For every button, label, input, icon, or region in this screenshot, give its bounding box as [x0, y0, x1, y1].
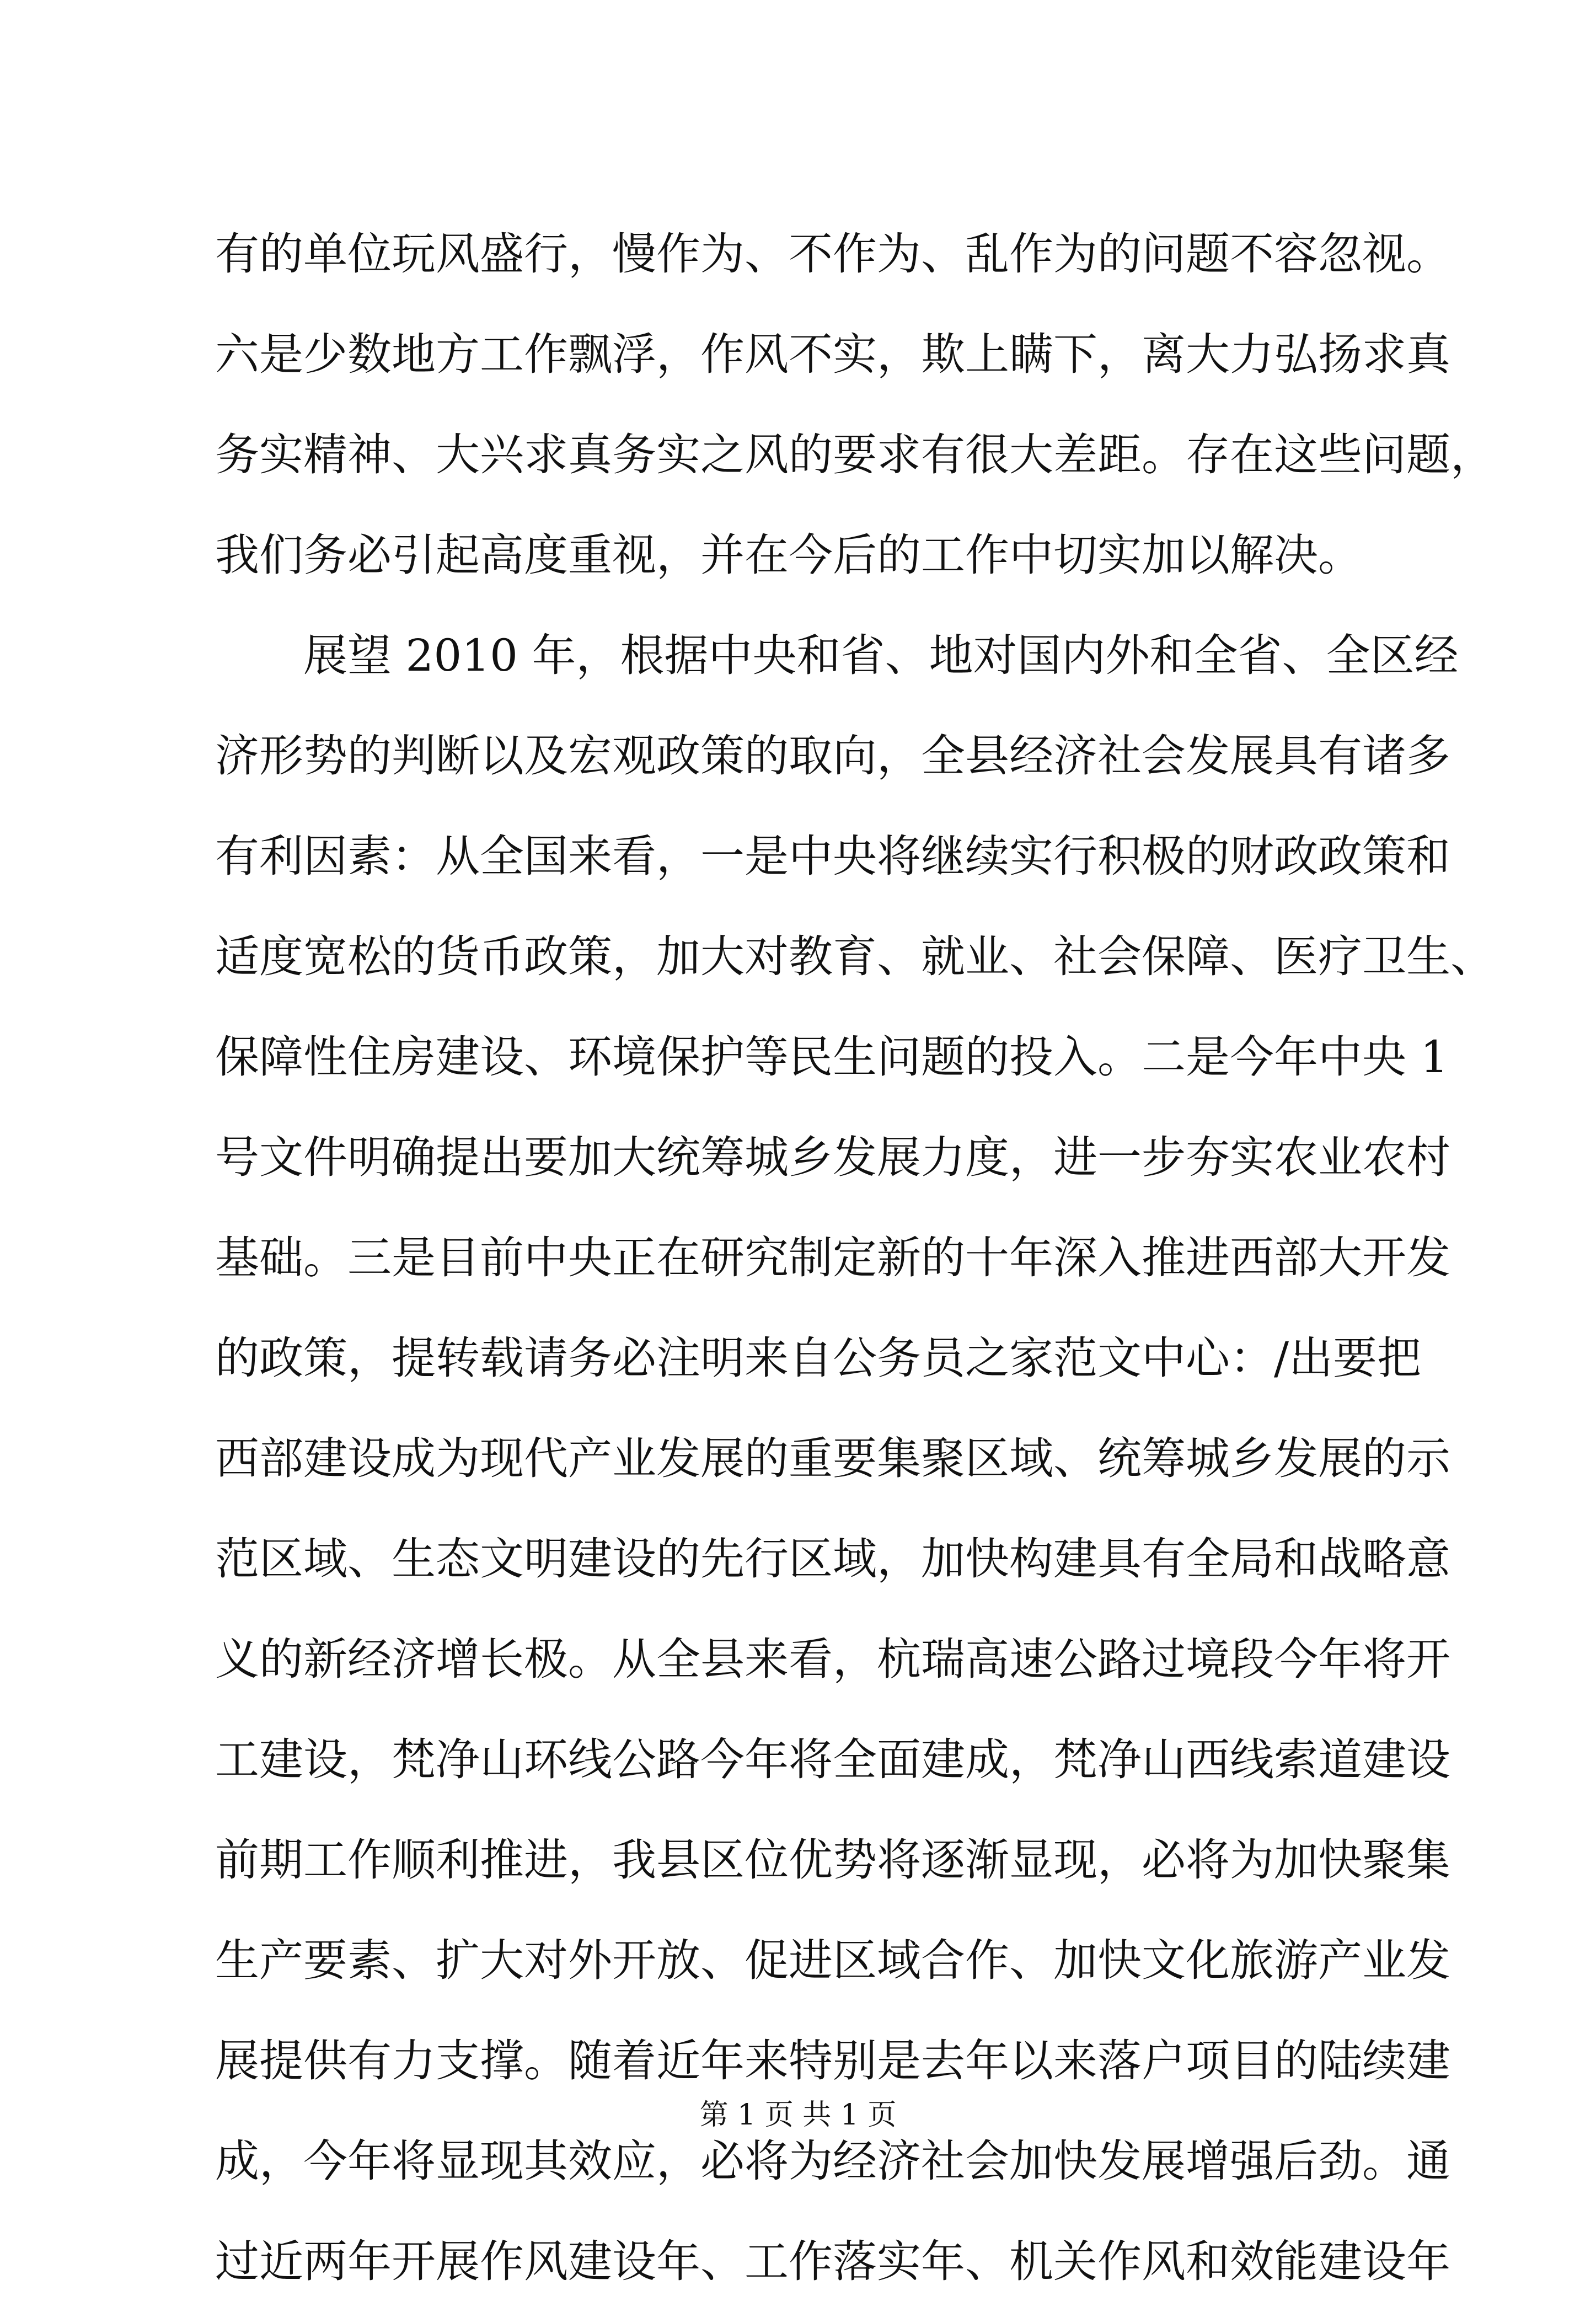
text-line: 号文件明确提出要加大统筹城乡发展力度，进一步夯实农业农村 [215, 1132, 1450, 1183]
document-body [215, 204, 1495, 2312]
text-line: 生产要素、扩大对外开放、促进区域合作、加快文化旅游产业发 [215, 1935, 1450, 1986]
text-line: 西部建设成为现代产业发展的重要集聚区域、统筹城乡发展的示 [215, 1433, 1450, 1484]
text-line: 六是少数地方工作飘浮，作风不实，欺上瞒下，离大力弘扬求真 [215, 329, 1450, 380]
text-line: 济形势的判断以及宏观政策的取向，全县经济社会发展具有诸多 [215, 730, 1450, 782]
text-line: 务实精神、大兴求真务实之风的要求有很大差距。存在这些问题， [215, 429, 1495, 480]
text-line: 义的新经济增长极。从全县来看，杭瑞高速公路过境段今年将开 [215, 1634, 1450, 1685]
text-line: 工建设，梵净山环线公路今年将全面建成，梵净山西线索道建设 [215, 1734, 1450, 1785]
text-line: 成，今年将显现其效应，必将为经济社会加快发展增强后劲。通 [215, 2136, 1450, 2187]
page-number-footer: 第 1 页 共 1 页 [699, 2099, 897, 2132]
text-line: 过近两年开展作风建设年、工作落实年、机关作风和效能建设年 [215, 2236, 1450, 2287]
text-line: 基础。三是目前中央正在研究制定新的十年深入推进西部大开发 [215, 1232, 1450, 1283]
text-line: 范区域、生态文明建设的先行区域，加快构建具有全局和战略意 [215, 1533, 1450, 1585]
text-line: 适度宽松的货币政策，加大对教育、就业、社会保障、医疗卫生、 [215, 931, 1495, 982]
text-line: 前期工作顺利推进，我县区位优势将逐渐显现，必将为加快聚集 [215, 1834, 1450, 1886]
text-line: 展提供有力支撑。随着近年来特别是去年以来落户项目的陆续建 [215, 2035, 1450, 2086]
paragraph-first-line: 展望 2010 年，根据中央和省、地对国内外和全省、全区经 [303, 630, 1459, 681]
text-line: 的政策，提转载请务必注明来自公务员之家范文中心：/出要把 [215, 1332, 1421, 1384]
text-line: 我们务必引起高度重视，并在今后的工作中切实加以解决。 [215, 529, 1362, 581]
text-line: 保障性住房建设、环境保护等民生问题的投入。二是今年中央 1 [215, 1031, 1449, 1083]
text-line: 有利因素：从全国来看，一是中央将继续实行积极的财政政策和 [215, 831, 1450, 882]
text-line: 有的单位玩风盛行，慢作为、不作为、乱作为的问题不容忽视。 [215, 228, 1450, 280]
